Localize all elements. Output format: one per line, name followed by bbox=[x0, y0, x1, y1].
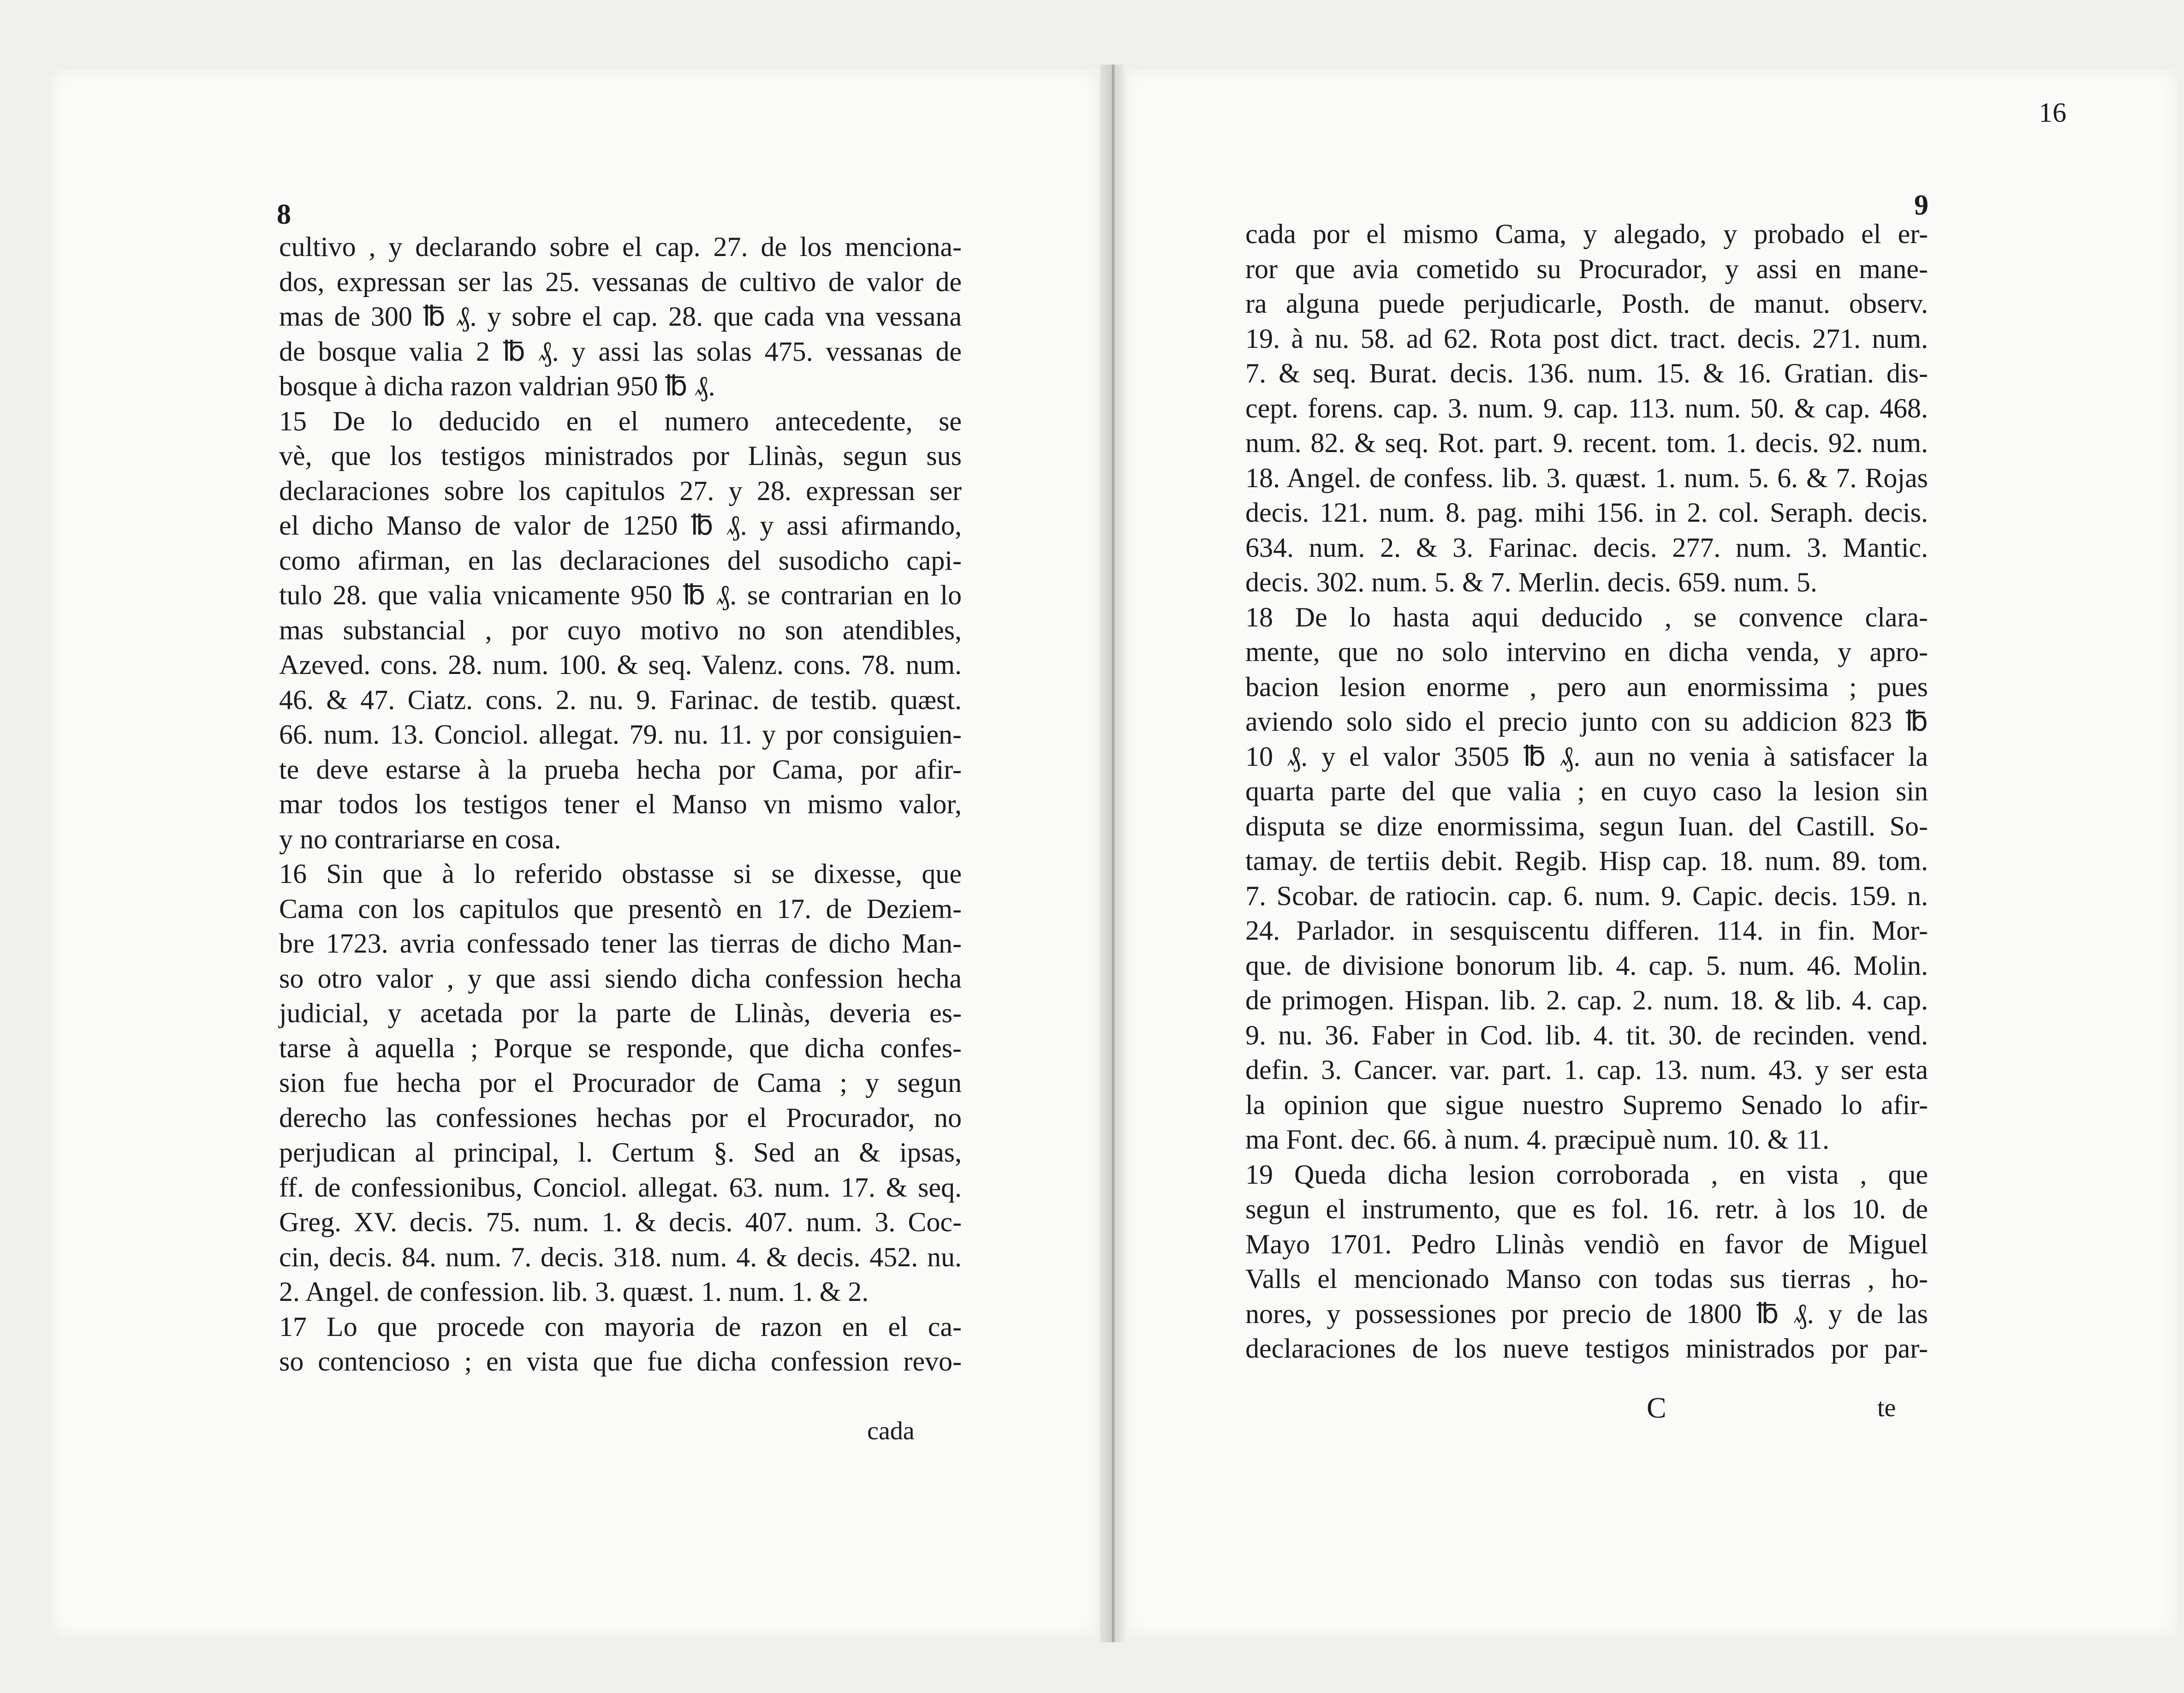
text-line: 24. Parlador. in sesquiscentu differen. 114. in fin. Mor- bbox=[1245, 915, 1928, 946]
text-line: 19 Queda dicha lesion corroborada , en vista , que bbox=[1245, 1159, 1928, 1190]
right-catchword: te bbox=[1877, 1394, 1896, 1422]
text-line: quarta parte del que valia ; en cuyo caso la lesion sin bbox=[1245, 776, 1928, 806]
text-line: perjudican al principal, l. Certum §. Sed an & ipsas, bbox=[279, 1137, 962, 1168]
text-line: 10 ₰. y el valor 3505 ℔ ₰. aun no venia à satisfacer la bbox=[1245, 741, 1928, 772]
text-line: judicial, y acetada por la parte de Llinàs, deveria es- bbox=[279, 998, 962, 1028]
text-line: te deve estarse à la prueba hecha por Cama, por afir- bbox=[279, 754, 962, 785]
text-line: bacion lesion enorme , pero aun enormissima ; pues bbox=[1245, 671, 1928, 702]
text-line: 19. à nu. 58. ad 62. Rota post dict. tract. decis. 271. num. bbox=[1245, 323, 1928, 354]
text-line: 46. & 47. Ciatz. cons. 2. nu. 9. Farinac. de testib. quæst. bbox=[279, 684, 962, 715]
text-line: aviendo solo sido el precio junto con su addicion 823 ℔ bbox=[1245, 706, 1928, 737]
text-line: declaraciones de los nueve testigos ministrados por par- bbox=[1245, 1333, 1928, 1364]
text-line: cept. forens. cap. 3. num. 9. cap. 113. num. 50. & cap. 468. bbox=[1245, 393, 1928, 423]
left-page-text bbox=[279, 230, 962, 1379]
text-line: declaraciones sobre los capitulos 27. y 28. expressan ser bbox=[279, 475, 962, 506]
text-line: num. 82. & seq. Rot. part. 9. recent. tom. 1. decis. 92. num. bbox=[1245, 428, 1928, 458]
text-line: derecho las confessiones hechas por el Procurador, no bbox=[279, 1102, 962, 1133]
text-line: tamay. de tertiis debit. Regib. Hisp cap. 18. num. 89. tom. bbox=[1245, 846, 1928, 876]
text-line: nores, y possessiones por precio de 1800 ℔ ₰. y de las bbox=[1245, 1298, 1928, 1329]
text-line: 634. num. 2. & 3. Farinac. decis. 277. num. 3. Mantic. bbox=[1245, 532, 1928, 563]
text-line: so contencioso ; en vista que fue dicha confession revo- bbox=[279, 1346, 962, 1377]
text-line: ma Font. dec. 66. à num. 4. præcipuè num. 10. & 11. bbox=[1245, 1124, 1829, 1155]
book-gutter bbox=[1100, 65, 1125, 1642]
text-line: Mayo 1701. Pedro Llinàs vendiò en favor de Miguel bbox=[1245, 1228, 1928, 1259]
right-page-text bbox=[1245, 217, 1928, 1366]
text-line: 66. num. 13. Conciol. allegat. 79. nu. 11. y por consiguien- bbox=[279, 719, 962, 750]
text-line: 17 Lo que procede con mayoria de razon en el ca- bbox=[279, 1311, 962, 1342]
text-line: 7. Scobar. de ratiocin. cap. 6. num. 9. Capic. decis. 159. n. bbox=[1245, 880, 1928, 911]
text-line: de bosque valia 2 ℔ ₰. y assi las solas 475. vessanas de bbox=[279, 336, 962, 367]
text-line: 2. Angel. de confession. lib. 3. quæst. 1. num. 1. & 2. bbox=[279, 1276, 869, 1307]
text-line: ff. de confessionibus, Conciol. allegat. 63. num. 17. & seq. bbox=[279, 1172, 962, 1203]
text-line: cada por el mismo Cama, y alegado, y probado el er- bbox=[1245, 219, 1928, 249]
text-line: defin. 3. Cancer. var. part. 1. cap. 13. num. 43. y ser esta bbox=[1245, 1055, 1928, 1085]
text-line: de primogen. Hispan. lib. 2. cap. 2. num. 18. & lib. 4. cap. bbox=[1245, 985, 1928, 1015]
text-line: el dicho Manso de valor de 1250 ℔ ₰. y assi afirmando, bbox=[279, 510, 962, 541]
text-line: decis. 302. num. 5. & 7. Merlin. decis. 659. num. 5. bbox=[1245, 567, 1817, 597]
text-line: tarse à aquella ; Porque se responde, que dicha confes- bbox=[279, 1032, 962, 1063]
text-line: Cama con los capitulos que presentò en 17. de Deziem- bbox=[279, 893, 962, 924]
text-line: dos, expressan ser las 25. vessanas de cultivo de valor de bbox=[279, 266, 962, 297]
text-line: tulo 28. que valia vnicamente 950 ℔ ₰. se contrarian en lo bbox=[279, 580, 962, 610]
text-line: Azeved. cons. 28. num. 100. & seq. Valenz. cons. 78. num. bbox=[279, 650, 962, 680]
text-line: 18. Angel. de confess. lib. 3. quæst. 1. num. 5. 6. & 7. Rojas bbox=[1245, 462, 1928, 493]
text-line: cultivo , y declarando sobre el cap. 27. de los menciona- bbox=[279, 232, 962, 262]
text-line: mas de 300 ℔ ₰. y sobre el cap. 28. que cada vna vessana bbox=[279, 301, 962, 332]
text-line: y no contrariarse en cosa. bbox=[279, 823, 561, 854]
left-catchword: cada bbox=[867, 1417, 915, 1445]
text-line: mar todos los testigos tener el Manso vn mismo valor, bbox=[279, 789, 962, 819]
left-page-number: 8 bbox=[277, 199, 291, 230]
text-line: cin, decis. 84. num. 7. decis. 318. num. 4. & decis. 452. nu. bbox=[279, 1241, 962, 1272]
text-line: Valls el mencionado Manso con todas sus tierras , ho- bbox=[1245, 1264, 1928, 1294]
text-line: segun el instrumento, que es fol. 16. retr. à los 10. de bbox=[1245, 1194, 1928, 1224]
text-line: como afirman, en las declaraciones del susodicho capi- bbox=[279, 545, 962, 576]
text-line: disputa se dize enormissima, segun Iuan. del Castill. So- bbox=[1245, 811, 1928, 841]
text-line: que. de divisione bonorum lib. 4. cap. 5. num. 46. Molin. bbox=[1245, 950, 1928, 981]
text-line: Greg. XV. decis. 75. num. 1. & decis. 407. num. 3. Coc- bbox=[279, 1207, 962, 1237]
text-line: la opinion que sigue nuestro Supremo Senado lo afir- bbox=[1245, 1089, 1928, 1120]
text-line: 16 Sin que à lo referido obstasse si se dixesse, que bbox=[279, 858, 962, 889]
text-line: bre 1723. avria confessado tener las tierras de dicho Man- bbox=[279, 928, 962, 959]
text-line: mente, que no solo intervino en dicha venda, y apro- bbox=[1245, 637, 1928, 667]
text-line: 18 De lo hasta aqui deducido , se convence clara- bbox=[1245, 602, 1928, 632]
text-line: bosque à dicha razon valdrian 950 ℔ ₰. bbox=[279, 371, 715, 401]
folio-number: 16 bbox=[2039, 97, 2066, 128]
right-page-number: 9 bbox=[1914, 190, 1928, 221]
text-line: mas substancial , por cuyo motivo no son atendibles, bbox=[279, 614, 962, 645]
text-line: ror que avia cometido su Procurador, y assi en mane- bbox=[1245, 253, 1928, 284]
text-line: decis. 121. num. 8. pag. mihi 156. in 2. col. Seraph. decis. bbox=[1245, 497, 1928, 528]
text-line: 7. & seq. Burat. decis. 136. num. 15. & 16. Gratian. dis- bbox=[1245, 358, 1928, 388]
text-line: so otro valor , y que assi siendo dicha confession hecha bbox=[279, 963, 962, 994]
text-line: 15 De lo deducido en el numero antecedente, se bbox=[279, 405, 962, 436]
text-line: vè, que los testigos ministrados por Llinàs, segun sus bbox=[279, 441, 962, 471]
signature-mark: C bbox=[1647, 1391, 1666, 1424]
text-line: ra alguna puede perjudicarle, Posth. de manut. observ. bbox=[1245, 288, 1928, 319]
text-line: 9. nu. 36. Faber in Cod. lib. 4. tit. 30. de recinden. vend. bbox=[1245, 1019, 1928, 1050]
text-line: sion fue hecha por el Procurador de Cama ; y segun bbox=[279, 1067, 962, 1098]
